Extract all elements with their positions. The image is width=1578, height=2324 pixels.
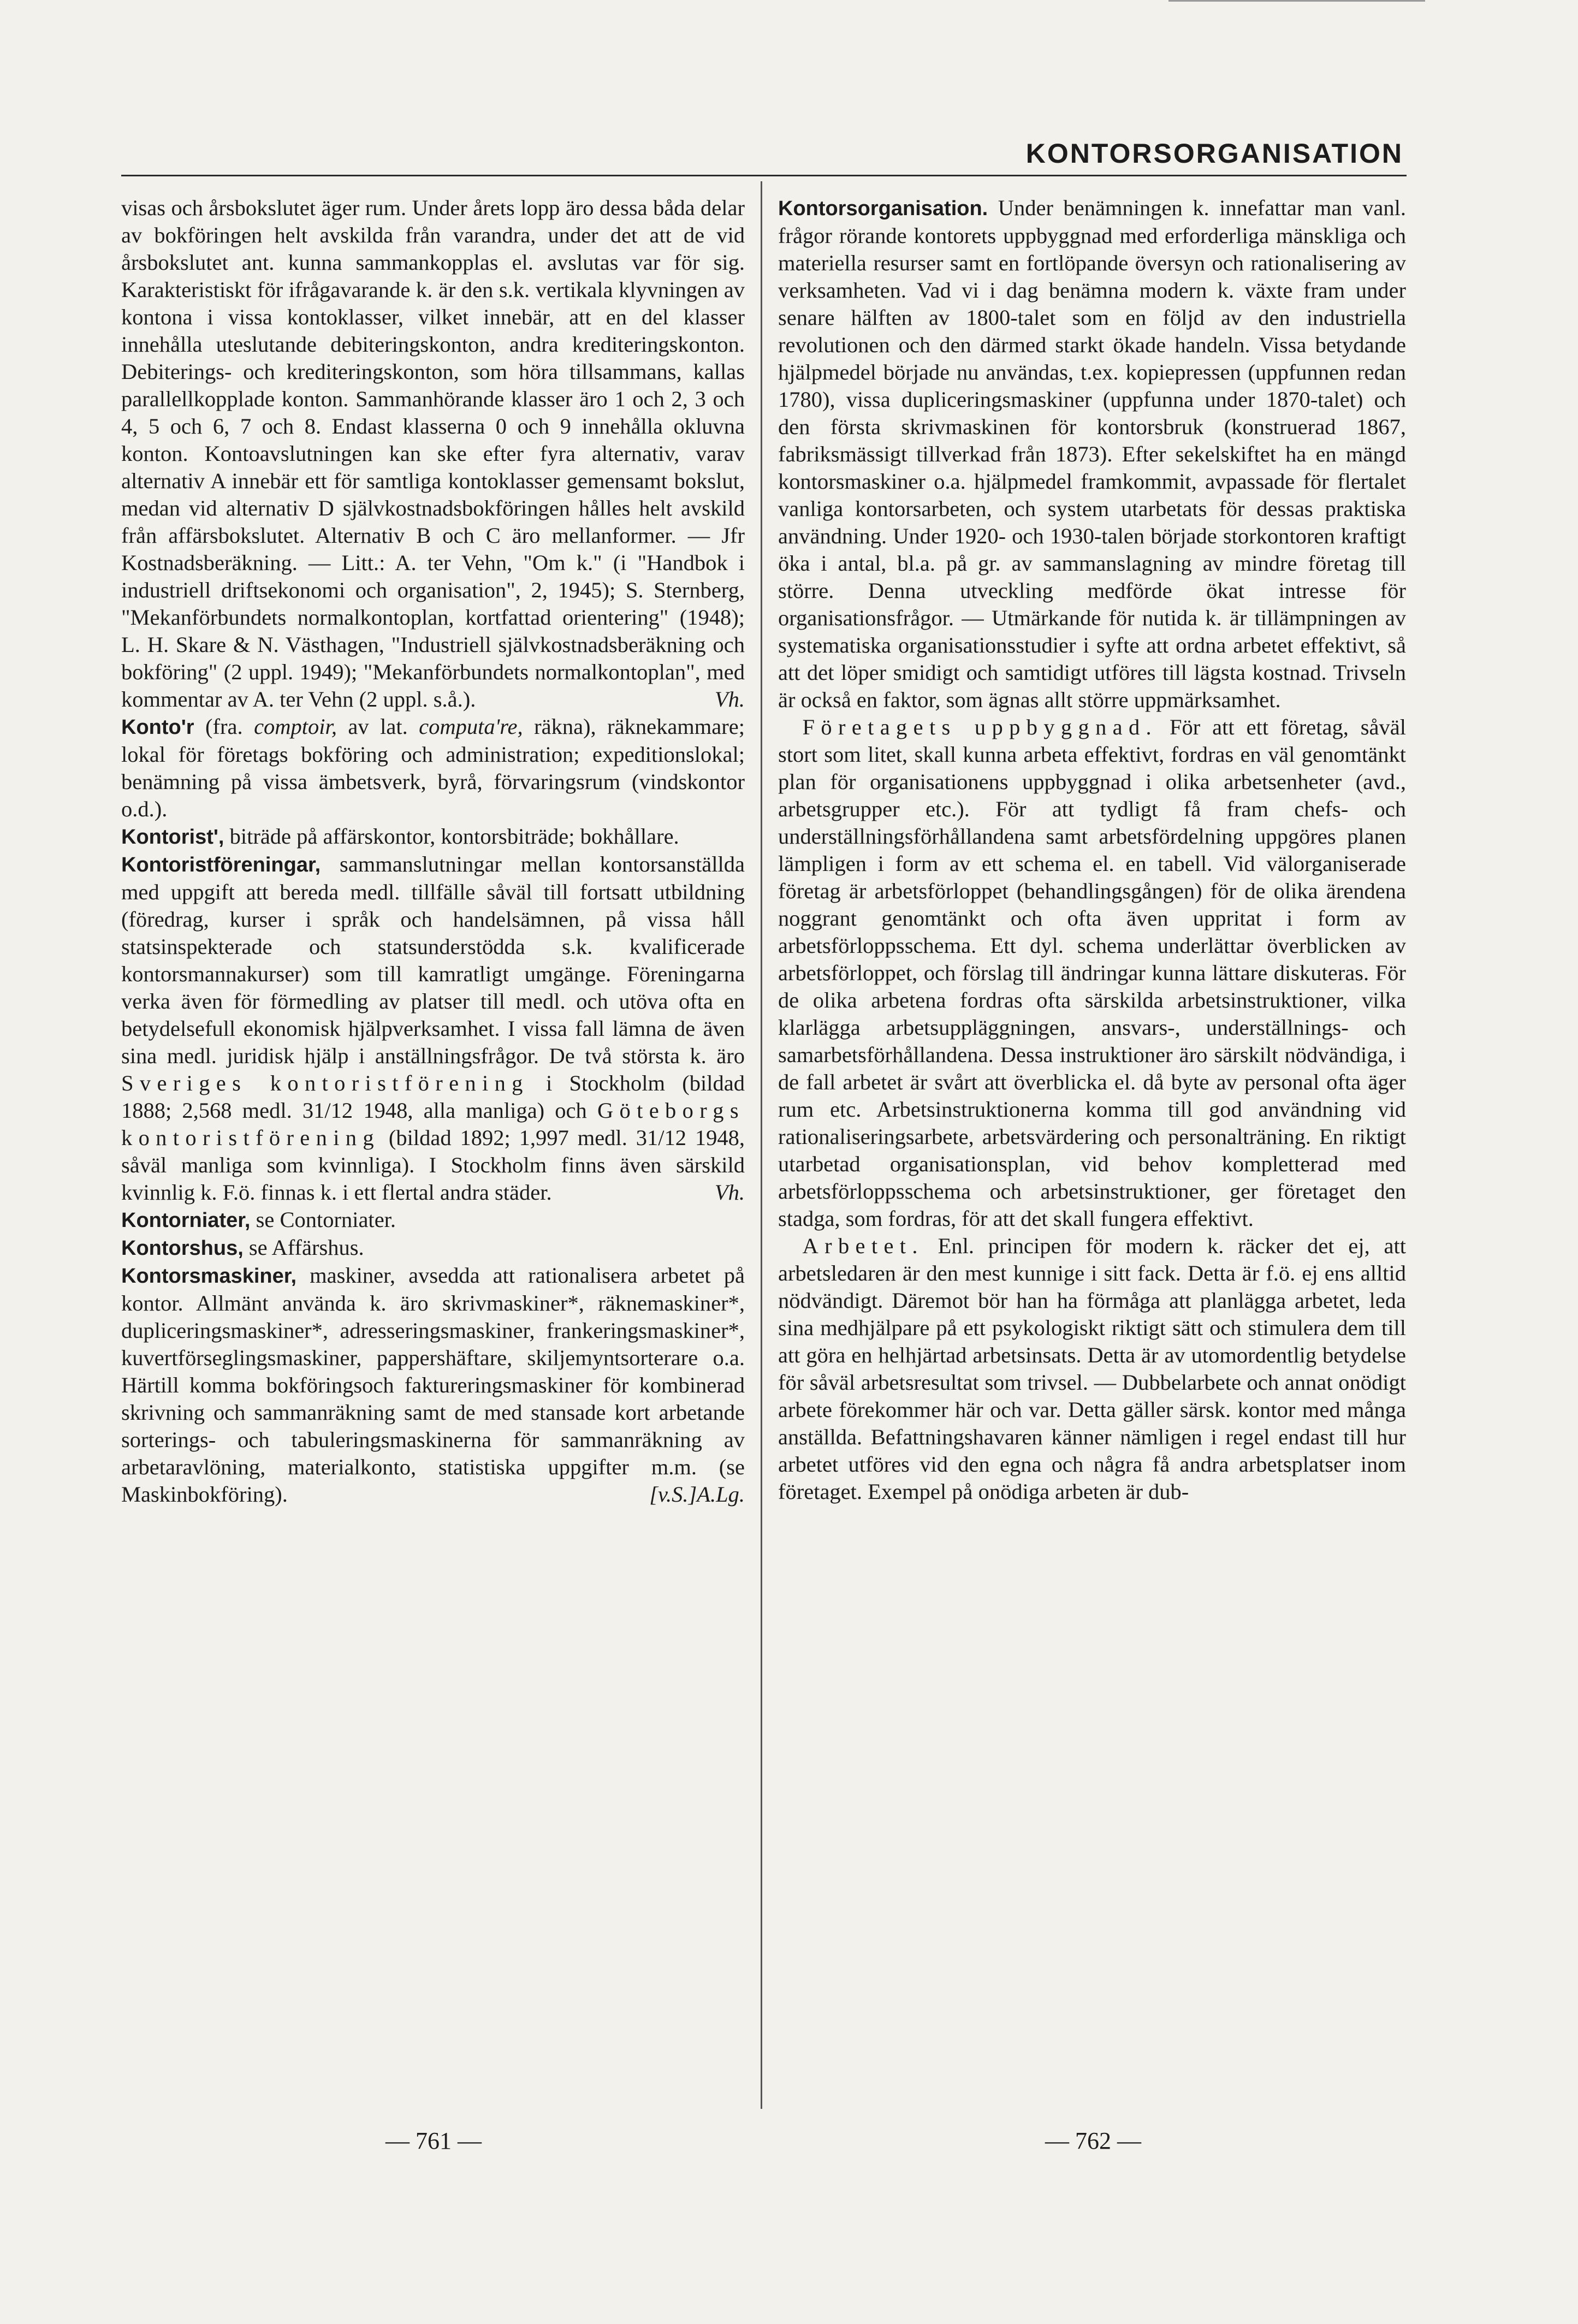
section-heading: Företagets uppbyggnad.: [802, 715, 1158, 739]
section-heading: Arbetet.: [802, 1234, 924, 1258]
author-signature: Vh.: [714, 1180, 745, 1205]
entry-konto: Konto'r (fra. comptoir, av lat. computa're, räkna), räknekammare; lokal för företags bokföring och administration; expeditionslokal; benämning på vissa ämbetsverk, byrå, förvaringsrum (vindskontor o.d.).: [121, 714, 745, 821]
entry-kontoristforeningar: Kontoristföreningar, sammanslutningar mellan kontorsanställda med uppgift att bereda medl. tillfälle såväl till fortsatt utbildning (föredrag, kurser i språk och handelsämnen, på vissa håll statsinspekterade och statsunderstödda s.k. kvalificerade kontorsmannakurser) som till kamratligt umgänge. Föreningarna verka även för förmedling av platser till medl. och utöva ofta en betydelsefull ekonomisk hjälpverksamhet. I vissa fall lämna de även sina medl. juridisk hjälp i anställningsfrågor. De två största k. äro Sveriges kontoristförening i Stockholm (bildad 1888; 2,568 medl. 31/12 1948, alla manliga) och Göteborgs kontoristförening (bildad 1892; 1,997 medl. 31/12 1948, såväl manliga som kvinnliga). I Stockholm finns även särskild kvinnlig k. F.ö. finnas k. i ett flertal andra städer. Vh.: [121, 851, 745, 1206]
author-signature: [v.S.]A.Lg.: [649, 1482, 745, 1507]
headword: Kontoristföreningar,: [121, 853, 321, 876]
page-number-left: — 761 —: [385, 2127, 482, 2154]
scan-edge-mark: [1168, 0, 1425, 6]
section-foretagets-uppbyggnad: Företagets uppbyggnad. För att ett företag, såväl stort som litet, skall kunna arbeta effektivt, fordras en väl genomtänkt plan för organisationens uppbyggnad i olika arbetsenheter (avd., arbetsgrupper etc.). För att tydligt få fram chefs- och underställningsförhållandena samt arbetsfördelning uppgöres planen lämpligen i form av ett schema el. en tabell. Vid välorganiserade företag är arbetsförloppet (behandlingsgången) för de olika ärendena noggrant genomtänkt och ofta även uppritat i form av arbetsförloppsschema. Ett dyl. schema underlättar överblicken av arbetsförloppet, och förslag till ändringar kunna lättare diskuteras. För de olika arbetena fordras ofta särskilda arbetsinstruktioner, vilka klarlägga arbetsuppläggningen, ansvars-, underställnings- och samarbetsförhållandena. Dessa instruktioner äro särskilt nödvändiga, i de fall arbetet är svårt att överblicka el. då byte av personal ofta äger rum etc. Arbetsinstruktionerna komma till god användning vid rationaliseringsarbete, arbetsvärdering och personalträning. En riktigt utarbetad organisationsplan, vid behov kompletterad med arbetsförloppsschema och arbetsinstruktioner, ger företaget den stadga, som fordras, för att det skall fungera effektivt.: [778, 715, 1406, 1231]
header-rule: [121, 175, 1407, 176]
left-column: [121, 194, 745, 1508]
running-head: KONTORSORGANISATION: [1025, 138, 1403, 169]
headword: Kontorist',: [121, 826, 224, 849]
column-divider: [761, 181, 762, 2109]
entry-kontorshus: Kontorshus, se Affärshus.: [121, 1235, 364, 1260]
headword: Kontorniater,: [121, 1209, 251, 1232]
headword: Kontorshus,: [121, 1237, 244, 1260]
entry-kontorsorganisation: Kontorsorganisation. Under benämningen k. innefattar man vanl. frågor rörande kontorets uppbyggnad med erforderliga mänskliga och materiella resurser samt en fortlöpande översyn och rationalisering av verksamheten. Vad vi i dag benämna modern k. växte fram under senare hälften av 1800-talet som en följd av den industriella revolutionen och den därmed starkt ökade handeln. Vissa betydande hjälpmedel började nu användas, t.ex. kopiepressen (uppfunnen redan 1780), vissa dupliceringsmaskiner (uppfunna under 1870-talet) och den första skrivmaskinen för kontorsbruk (konstruerad 1867, fabriksmässigt tillverkad från 1873). Efter sekelskiftet ha en mängd kontorsmaskiner o.a. hjälpmedel framkommit, avpassade för flertalet vanliga kontorsarbeten, och system utarbetats för dessas praktiska användning. Under 1920- och 1930-talen började storkontoren kraftigt öka i antal, bl.a. på gr. av sammanslagning av mindre företag till större. Denna utveckling medförde ökat intresse för organisationsfrågor. — Utmärkande för nutida k. är tillämpningen av systematiska organisationsstudier i syfte att ordna arbetet effektivt, så att det löper smidigt och samtidigt utföres till lägsta kostnad. Trivseln är också en faktor, som ägnas allt större uppmärksamhet.: [778, 195, 1406, 712]
section-arbetet: Arbetet. Enl. principen för modern k. räcker det ej, att arbetsledaren är den mest kunnige i sitt fack. Detta är f.ö. ej ens alltid nödvändigt. Däremot bör han ha förmåga att planlägga arbetet, leda sina medhjälpare på ett psykologiskt riktigt sätt och stimulera dem till att göra en helhjärtad arbetsinsats. Detta är av utomordentlig betydelse för såväl arbetsresultat som trivsel. — Dubbelarbete och annat onödigt arbete förekommer här och var. Detta gäller särsk. kontor med många anställda. Befattningshavaren känner nämligen i regel endast till hur arbetet utföres vid den egna och några få andra arbetsplatser inom företaget. Exempel på onödiga arbeten är dub-: [778, 1234, 1406, 1504]
headword: Kontorsorganisation.: [778, 197, 988, 220]
author-signature: Vh.: [714, 687, 745, 712]
entry-kontorsmaskiner: Kontorsmaskiner, maskiner, avsedda att rationalisera arbetet på kontor. Allmänt använda k. äro skrivmaskiner*, räknemaskiner*, dupliceringsmaskiner*, adresseringsmaskiner, frankeringsmaskiner*, kuvertförseglingsmaskiner, pappershäftare, skiljemyntsorterare o.a. Härtill komma bokföringsoch faktureringsmaskiner för kombinerad skrivning och sammanräkning samt de med stansade kort arbetande sorterings- och tabuleringsmaskinerna för sammanräkning av arbetaravlöning, materialkonto, statistiska uppgifter m.m. (se Maskinbokföring). [v.S.]A.Lg.: [121, 1262, 745, 1508]
headword: Konto'r: [121, 716, 194, 739]
entry-kontorist: Kontorist', biträde på affärskontor, kontorsbiträde; bokhållare.: [121, 824, 679, 849]
right-column: [778, 194, 1406, 1505]
continued-paragraph: visas och årsbokslutet äger rum. Under årets lopp äro dessa båda delar av bokföringen helt avskilda från varandra, under det att de vid årsbokslutet ant. kunna sammankopplas el. avslutas var för sig. Karakteristiskt för ifrågavarande k. är den s.k. vertikala klyvningen av kontona i vissa kontoklasser, vilket innebär, att en del klasser innehålla uteslutande debiteringskonton, andra krediteringskonton. Debiterings- och krediteringskonton, som höra tillsammans, kallas parallellkopplade konton. Sammanhörande klasser äro 1 och 2, 3 och 4, 5 och 6, 7 och 8. Endast klasserna 0 och 9 innehålla okluvna konton. Kontoavslutningen kan ske efter fyra alternativ, varav alternativ A innebär ett för samtliga kontoklasser gemensamt bokslut, medan vid alternativ D självkostnadsbokföringen hålles helt avskild från affärsbokslutet. Alternativ B och C äro mellanformer. — Jfr Kostnadsberäkning. — Litt.: A. ter Vehn, "Om k." (i "Handbok i industriell driftsekonomi och organisation", 2, 1945); S. Sternberg, "Mekanförbundets normalkontoplan, kortfattad orientering" (1948); L. H. Skare & N. Västhagen, "Industriell självkostnadsberäkning och bokföring" (2 uppl. 1949); "Mekanförbundets normalkontoplan", med kommentar av A. ter Vehn (2 uppl. s.å.). Vh.: [121, 194, 745, 713]
page-number-right: — 762 —: [1045, 2127, 1141, 2154]
entry-kontorniater: Kontorniater, se Contorniater.: [121, 1207, 396, 1232]
headword: Kontorsmaskiner,: [121, 1265, 296, 1288]
